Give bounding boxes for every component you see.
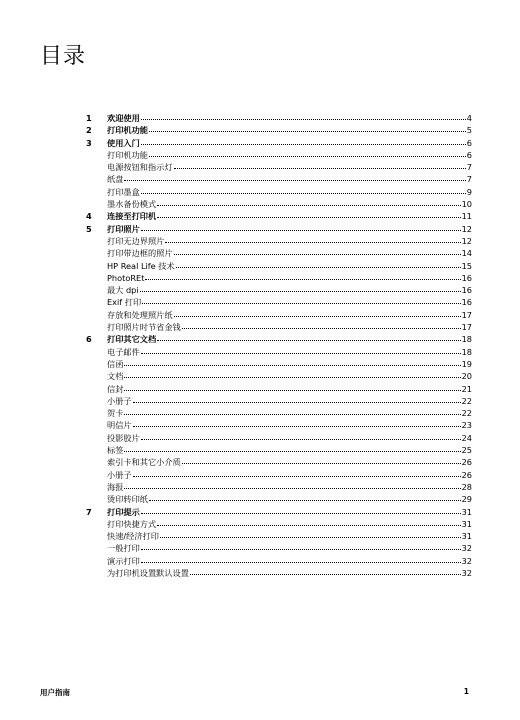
table-of-contents <box>86 112 472 579</box>
toc-dot-leader <box>142 295 460 304</box>
toc-entry-label: 打印机功能 <box>107 125 148 136</box>
toc-page-number: 25 <box>461 445 472 456</box>
footer-guide-title: 用户指南 <box>40 688 70 697</box>
toc-entry-label: 打印墨盒 <box>107 186 140 197</box>
toc-chapter-number: 4 <box>86 211 92 222</box>
toc-page-number: 7 <box>466 174 472 185</box>
toc-entry-label: 烫印转印纸 <box>107 494 148 505</box>
toc-dot-leader <box>160 529 461 538</box>
toc-dot-leader <box>190 566 461 575</box>
toc-page-number: 6 <box>466 137 472 148</box>
toc-page-number: 10 <box>461 199 472 210</box>
toc-entry-label: 存放和处理照片纸 <box>107 309 173 320</box>
toc-entry-label: 打印带边框的照片 <box>107 248 173 259</box>
toc-page-number: 5 <box>466 125 472 136</box>
toc-dot-leader <box>145 271 460 280</box>
toc-dot-leader <box>124 480 460 489</box>
toc-entry-label: PhotoREt <box>107 272 145 283</box>
toc-entry-label: 电子邮件 <box>107 346 140 357</box>
toc-section-entry[interactable] <box>86 567 472 579</box>
toc-page-number: 12 <box>461 235 472 246</box>
toc-entry-label: 打印照片时节省金钱 <box>107 322 181 333</box>
toc-page-number: 7 <box>466 162 472 173</box>
toc-page-number: 32 <box>461 567 472 578</box>
toc-page-number: 4 <box>466 113 472 123</box>
toc-page-number: 11 <box>461 211 472 222</box>
toc-dot-leader <box>141 111 466 120</box>
toc-dot-leader <box>157 197 460 206</box>
toc-entry-label: 快速/经济打印 <box>107 531 159 542</box>
toc-entry-label: 标签 <box>107 445 124 456</box>
toc-dot-leader <box>124 382 460 391</box>
toc-page-number: 23 <box>461 420 472 431</box>
toc-entry-label: 打印无边界照片 <box>107 235 165 246</box>
toc-page-number: 31 <box>461 518 472 529</box>
toc-page-number: 9 <box>466 186 472 197</box>
toc-dot-leader <box>124 172 465 181</box>
toc-page-number: 18 <box>461 346 472 357</box>
toc-page-number: 12 <box>461 223 472 234</box>
toc-dot-leader <box>174 160 466 169</box>
toc-dot-leader <box>141 554 461 563</box>
toc-page-number: 28 <box>461 481 472 492</box>
toc-entry-label: 电源按钮和指示灯 <box>107 162 173 173</box>
toc-dot-leader <box>165 234 460 243</box>
toc-dot-leader <box>141 541 461 550</box>
toc-entry-label: 一般打印 <box>107 543 140 554</box>
toc-page-number: 15 <box>461 260 472 271</box>
toc-dot-leader <box>174 308 461 317</box>
toc-dot-leader <box>141 185 466 194</box>
toc-entry-label: 最大 dpi <box>107 285 139 296</box>
toc-page-number: 16 <box>461 285 472 296</box>
toc-page-number: 20 <box>461 371 472 382</box>
toc-page-number: 22 <box>461 395 472 406</box>
toc-page-number: 22 <box>461 408 472 419</box>
toc-chapter-number: 6 <box>86 334 92 345</box>
toc-page-number: 26 <box>461 457 472 468</box>
toc-dot-leader <box>149 123 466 132</box>
toc-dot-leader <box>140 283 461 292</box>
toc-chapter-number: 5 <box>86 223 92 234</box>
toc-page-number: 31 <box>461 506 472 517</box>
toc-dot-leader <box>141 431 461 440</box>
toc-dot-leader <box>157 209 460 218</box>
toc-chapter-number: 3 <box>86 137 92 148</box>
toc-entry-label: 投影胶片 <box>107 432 140 443</box>
toc-entry-label: 信封 <box>107 383 124 394</box>
toc-dot-leader <box>176 259 461 268</box>
toc-dot-leader <box>182 455 461 464</box>
toc-entry-label: 明信片 <box>107 420 132 431</box>
toc-dot-leader <box>133 394 461 403</box>
toc-entry-label: 使用入门 <box>107 137 140 148</box>
toc-chapter-number: 2 <box>86 125 92 136</box>
toc-entry-label: 欢迎使用 <box>107 113 140 123</box>
footer-page-number: 1 <box>463 687 469 696</box>
toc-dot-leader <box>141 345 461 354</box>
toc-dot-leader <box>157 517 460 526</box>
toc-entry-label: 打印其它文档 <box>107 334 157 345</box>
toc-entry-label: 小册子 <box>107 469 132 480</box>
toc-page-number: 31 <box>461 531 472 542</box>
toc-entry-label: 文档 <box>107 371 124 382</box>
toc-entry-label: 打印快捷方式 <box>107 518 157 529</box>
toc-entry-label: 贺卡 <box>107 408 124 419</box>
toc-chapter-number: 7 <box>86 506 92 517</box>
toc-entry-label: 墨水备份模式 <box>107 199 157 210</box>
toc-page-number: 32 <box>461 543 472 554</box>
toc-entry-label: 打印机功能 <box>107 149 148 160</box>
toc-entry-label: 小册子 <box>107 395 132 406</box>
toc-dot-leader <box>133 468 461 477</box>
toc-page-number: 6 <box>466 149 472 160</box>
page-title: 目录 <box>40 44 87 69</box>
toc-entry-label: Exif 打印 <box>107 297 142 308</box>
toc-page-number: 18 <box>461 334 472 345</box>
toc-dot-leader <box>124 357 460 366</box>
toc-entry-label: HP Real Life 技术 <box>107 260 175 271</box>
toc-page-number: 19 <box>461 358 472 369</box>
toc-entry-label: 索引卡和其它小介质 <box>107 457 181 468</box>
toc-dot-leader <box>149 148 466 157</box>
toc-dot-leader <box>157 332 460 341</box>
toc-page-number: 32 <box>461 555 472 566</box>
toc-dot-leader <box>141 505 461 514</box>
toc-dot-leader <box>141 222 461 231</box>
toc-entry-body <box>107 567 472 579</box>
toc-entry-label: 海报 <box>107 481 124 492</box>
toc-entry-label: 信函 <box>107 358 124 369</box>
toc-dot-leader <box>182 320 461 329</box>
toc-dot-leader <box>174 246 461 255</box>
toc-entry-label: 打印照片 <box>107 223 140 234</box>
toc-page-number: 26 <box>461 469 472 480</box>
toc-chapter-number: 1 <box>86 113 92 123</box>
toc-dot-leader <box>124 443 460 452</box>
toc-page-number: 21 <box>461 383 472 394</box>
toc-dot-leader <box>141 136 466 145</box>
toc-entry-label: 演示打印 <box>107 555 140 566</box>
toc-page-number: 29 <box>461 494 472 505</box>
toc-page-number: 16 <box>461 272 472 283</box>
toc-entry-label: 连接至打印机 <box>107 211 157 222</box>
toc-page-number: 16 <box>461 297 472 308</box>
toc-page-number: 24 <box>461 432 472 443</box>
toc-entry-label: 为打印机设置默认设置 <box>107 567 189 578</box>
toc-entry-label: 纸盘 <box>107 174 124 185</box>
toc-dot-leader <box>133 418 461 427</box>
toc-page-number: 17 <box>461 309 472 320</box>
toc-dot-leader <box>149 492 461 501</box>
toc-page-number: 14 <box>461 248 472 259</box>
toc-dot-leader <box>124 406 460 415</box>
toc-entry-label: 打印提示 <box>107 506 140 517</box>
toc-page-number: 17 <box>461 322 472 333</box>
toc-dot-leader <box>124 369 460 378</box>
